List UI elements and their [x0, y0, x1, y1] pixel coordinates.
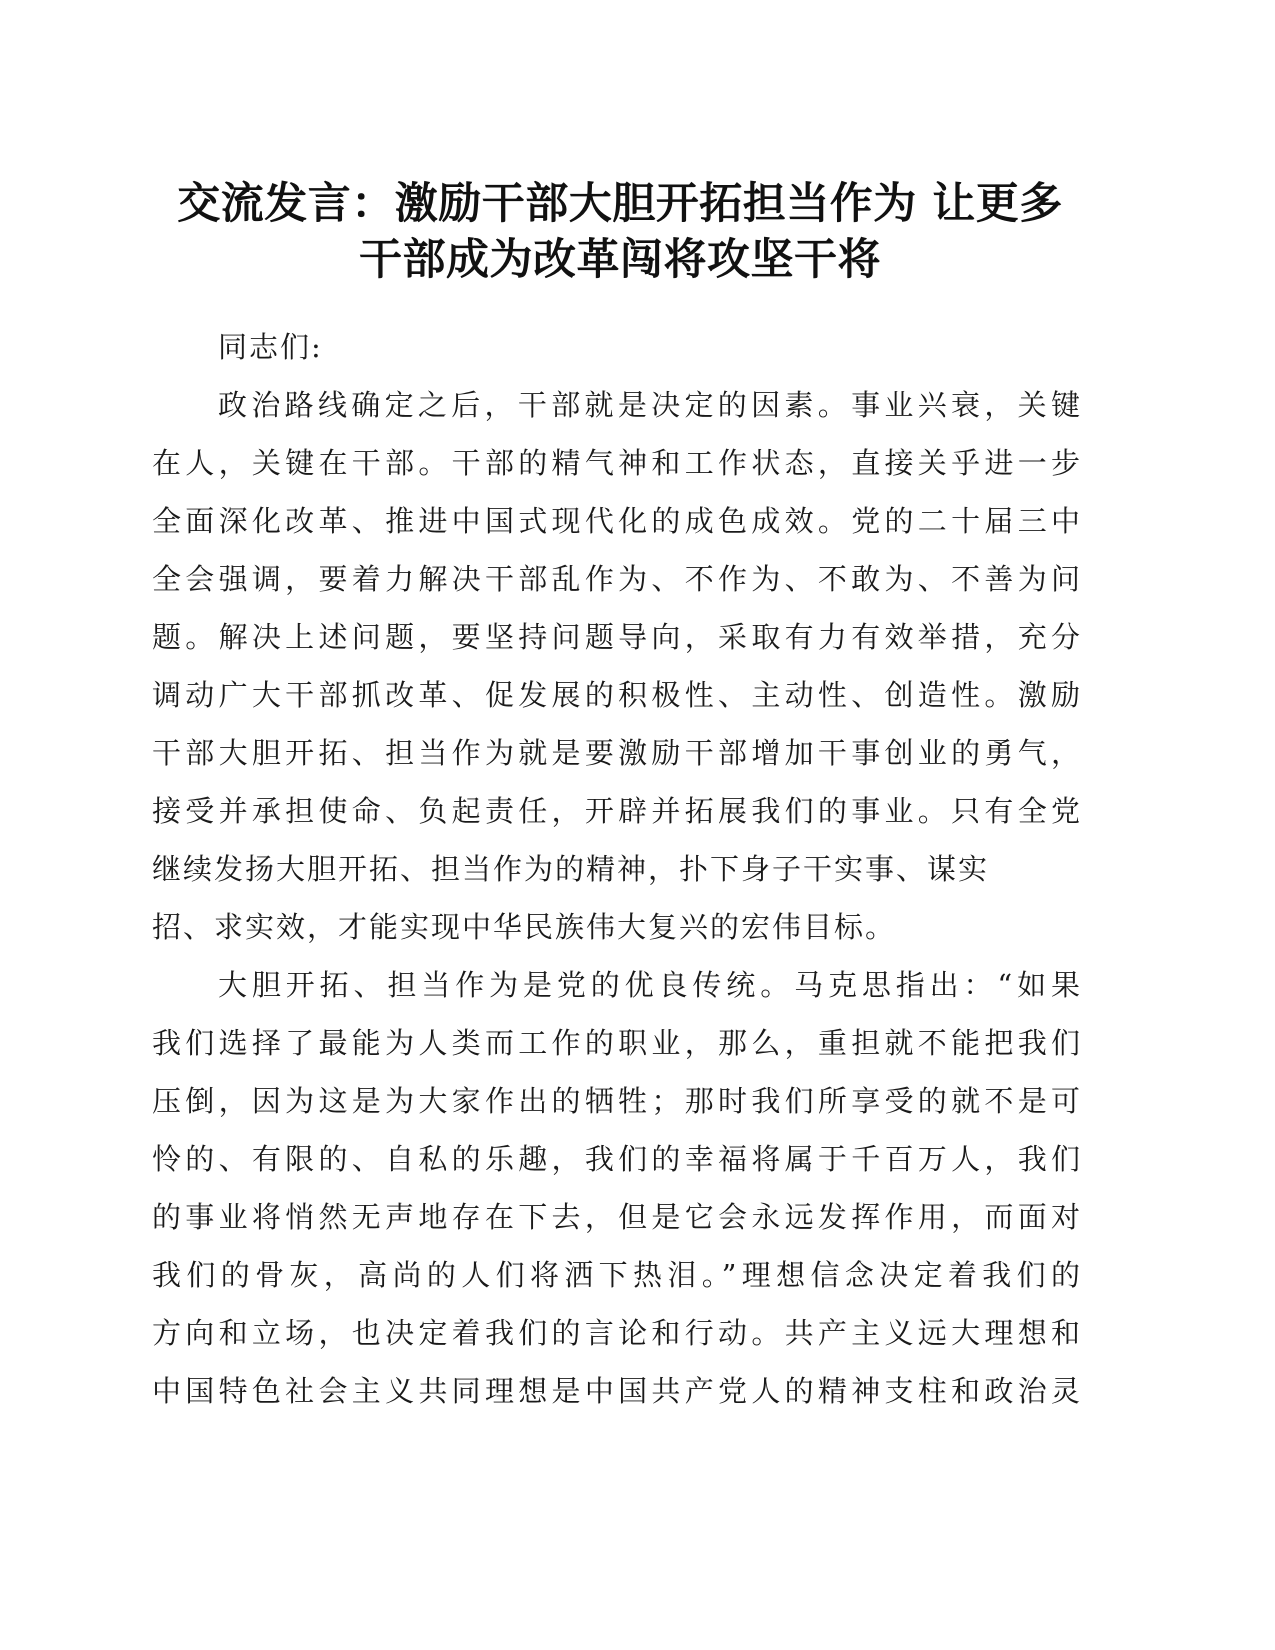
paragraph-line: 在人，关键在干部。干部的精气神和工作状态，直接关乎进一步	[152, 446, 1082, 480]
paragraph-line: 中国特色社会主义共同理想是中国共产党人的精神支柱和政治灵	[152, 1374, 1082, 1408]
paragraph-line: 大胆开拓、担当作为是党的优良传统。马克思指出：“如果	[218, 968, 1082, 1002]
paragraph-line: 干部大胆开拓、担当作为就是要激励干部增加干事创业的勇气，	[152, 736, 1082, 770]
paragraph-line: 调动广大干部抓改革、促发展的积极性、主动性、创造性。激励	[152, 678, 1082, 712]
document-title	[150, 176, 1090, 288]
paragraph-2	[152, 956, 1082, 1420]
salutation: 同志们:	[218, 330, 323, 364]
paragraph-1	[152, 376, 1082, 956]
paragraph-line: 招、求实效，才能实现中华民族伟大复兴的宏伟目标。	[152, 910, 897, 944]
paragraph-line: 接受并承担使命、负起责任，开辟并拓展我们的事业。只有全党	[152, 794, 1082, 828]
paragraph-line: 方向和立场，也决定着我们的言论和行动。共产主义远大理想和	[152, 1316, 1082, 1350]
title-line-2: 干部成为改革闯将攻坚干将	[359, 235, 881, 285]
paragraph-line: 全面深化改革、推进中国式现代化的成色成效。党的二十届三中	[152, 504, 1082, 538]
paragraph-line: 怜的、有限的、自私的乐趣，我们的幸福将属于千百万人，我们	[152, 1142, 1082, 1176]
paragraph-line: 我们的骨灰，高尚的人们将洒下热泪。”理想信念决定着我们的	[152, 1258, 1082, 1292]
title-line-1: 交流发言：激励干部大胆开拓担当作为 让更多	[177, 179, 1063, 229]
paragraph-line: 压倒，因为这是为大家作出的牺牲；那时我们所享受的就不是可	[152, 1084, 1082, 1118]
paragraph-line: 全会强调，要着力解决干部乱作为、不作为、不敢为、不善为问	[152, 562, 1082, 596]
paragraph-line: 继续发扬大胆开拓、担当作为的精神，扑下身子干实事、谋实	[152, 852, 990, 886]
document-body	[152, 318, 1082, 1420]
paragraph-line: 政治路线确定之后，干部就是决定的因素。事业兴衰，关键	[218, 388, 1082, 422]
paragraph-line: 的事业将悄然无声地存在下去，但是它会永远发挥作用，而面对	[152, 1200, 1082, 1234]
paragraph-line: 我们选择了最能为人类而工作的职业，那么，重担就不能把我们	[152, 1026, 1082, 1060]
paragraph-line: 题。解决上述问题，要坚持问题导向，采取有力有效举措，充分	[152, 620, 1082, 654]
